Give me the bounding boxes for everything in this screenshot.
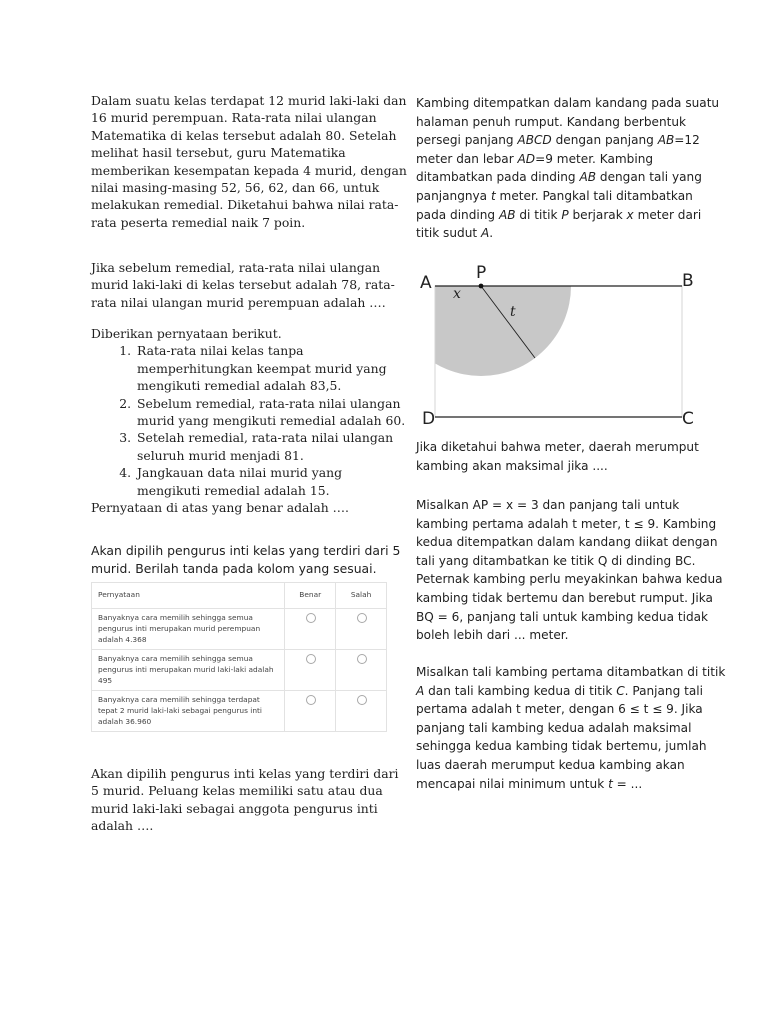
text-run: =9 meter. Kambing ditambatkan pada dinding <box>416 151 654 185</box>
question-min-area <box>416 663 726 793</box>
table-statement-cell: Banyaknya cara memilih sehingga semua pengurus inti merupakan murid perempuan adalah 4.368 <box>92 609 285 650</box>
text-run: dan tali kambing kedua di titik <box>424 683 617 698</box>
text-run: Kambing ditempatkan dalam kandang pada suatu halaman penuh rumput. Kandang berbentuk persegi panjang <box>416 96 720 148</box>
salah-cell <box>336 650 387 691</box>
committee-instruction: Akan dipilih pengurus inti kelas yang terdiri dari 5 murid. Berilah tanda pada kolom yang sesuai. <box>91 543 401 576</box>
rectangle-diagram <box>418 260 708 435</box>
statement-item: 1. Rata-rata nilai kelas tanpa memperhitungkan keempat murid yang mengikuti remedial adalah 83,5. <box>135 342 408 394</box>
math-var: C <box>616 683 625 698</box>
header-benar: Benar <box>285 583 336 609</box>
table-header-row <box>92 583 387 609</box>
benar-radio[interactable] <box>306 654 316 664</box>
math-var: P <box>561 207 569 222</box>
table-row <box>92 650 387 691</box>
statements-intro: Diberikan pernyataan berikut. <box>91 326 282 341</box>
goat-problem-paragraph <box>416 94 726 243</box>
question-max-area: Jika diketahui bahwa meter, daerah merumput kambing akan maksimal jika .... <box>416 440 699 473</box>
table-statement-cell: Banyaknya cara memilih sehingga semua pengurus inti merupakan murid laki-laki adalah 495 <box>92 650 285 691</box>
text-run: meter. Pangkal tali ditambatkan pada dinding <box>416 188 693 222</box>
statement-item: 2. Sebelum remedial, rata-rata nilai ulangan murid yang mengikuti remedial adalah 60. <box>135 395 408 430</box>
salah-radio[interactable] <box>357 695 367 705</box>
text-run: di titik <box>515 207 562 222</box>
benar-radio[interactable] <box>306 695 316 705</box>
benar-cell <box>285 691 336 732</box>
problem-intro-paragraph: Dalam suatu kelas terdapat 12 murid laki-laki dan 16 murid perempuan. Rata-rata nilai ulangan Matematika di kelas tersebut adalah 80. Setelah melihat hasil tersebut, guru Matematika memberikan kesempatan kepada 4 murid, dengan nilai masing-masing 52, 56, 62, dan 66, untuk melakukan remedial. Diketahui bahwa nilai rata-rata peserta remedial naik 7 poin. <box>91 93 407 230</box>
salah-cell <box>336 609 387 650</box>
statements-block <box>91 325 408 516</box>
text-run: berjarak <box>568 207 627 222</box>
statement-list <box>91 342 408 499</box>
table-row <box>92 691 387 732</box>
header-statement: Pernyataan <box>92 583 285 609</box>
header-salah: Salah <box>336 583 387 609</box>
benar-cell <box>285 650 336 691</box>
question-girls-average: Jika sebelum remedial, rata-rata nilai ulangan murid laki-laki di kelas tersebut adalah 78, rata-rata nilai ulangan murid perempuan adalah …. <box>91 260 395 310</box>
label-b: B <box>682 271 694 291</box>
statement-item: 3. Setelah remedial, rata-rata nilai ulangan seluruh murid menjadi 81. <box>135 429 408 464</box>
text-run: dengan panjang <box>551 133 658 148</box>
benar-radio[interactable] <box>306 613 316 623</box>
label-t: t <box>510 304 516 320</box>
benar-cell <box>285 609 336 650</box>
math-var: t <box>608 776 613 791</box>
math-var: AD <box>517 151 536 166</box>
statements-question: Pernyataan di atas yang benar adalah …. <box>91 500 349 516</box>
true-false-table <box>91 582 387 732</box>
point-p-dot <box>479 284 484 289</box>
text-run: . <box>489 226 494 241</box>
math-var: A <box>416 683 425 698</box>
salah-radio[interactable] <box>357 613 367 623</box>
text-run: . Panjang tali pertama adalah t meter, dengan 6 ≤ t ≤ 9. Jika panjang tali kambing kedua adalah maksimal sehingga kedua kambing tidak bertemu, jumlah luas daerah merumput kedua kambing akan mencapai nilai minimum untuk <box>416 683 707 791</box>
math-var: AB <box>498 207 516 222</box>
label-p: P <box>476 263 487 283</box>
salah-radio[interactable] <box>357 654 367 664</box>
math-var: t <box>490 188 496 203</box>
text-run: = ... <box>612 776 643 791</box>
label-d: D <box>422 409 436 429</box>
text-run: meter dari titik sudut <box>416 207 702 241</box>
question-second-goat-rope: Misalkan AP = x = 3 dan panjang tali untuk kambing pertama adalah t meter, t ≤ 9. Kambing kedua ditempatkan dalam kandang diikat dengan tali yang ditambatkan ke titik Q di dinding BC. Peternak kambing perlu meyakinkan bahwa kedua kambing tidak bertemu dan berebut rumput. Jika BQ = 6, panjang tali untuk kambing kedua tidak boleh lebih dari ... meter. <box>416 498 723 643</box>
math-var: AB <box>657 133 675 148</box>
label-x: x <box>453 286 461 302</box>
grazing-area <box>418 260 571 376</box>
label-c: C <box>682 409 694 429</box>
salah-cell <box>336 691 387 732</box>
statement-item: 4. Jangkauan data nilai murid yang mengikuti remedial adalah 15. <box>135 464 408 499</box>
table-statement-cell: Banyaknya cara memilih sehingga terdapat tepat 2 murid laki-laki sebagai pengurus inti adalah 36.960 <box>92 691 285 732</box>
math-var: A <box>480 226 490 241</box>
text-run: =12 meter dan lebar <box>416 133 700 166</box>
math-var: x <box>626 207 634 222</box>
math-var: AB <box>579 170 597 185</box>
table-row <box>92 609 387 650</box>
text-run: Misalkan tali kambing pertama ditambatkan di titik <box>416 665 726 679</box>
math-var: ABCD <box>517 133 552 148</box>
label-a: A <box>420 273 432 293</box>
probability-question: Akan dipilih pengurus inti kelas yang terdiri dari 5 murid. Peluang kelas memiliki satu atau dua murid laki-laki sebagai anggota pengurus inti adalah …. <box>91 766 399 834</box>
text-run: dengan tali yang panjangnya <box>416 170 702 203</box>
